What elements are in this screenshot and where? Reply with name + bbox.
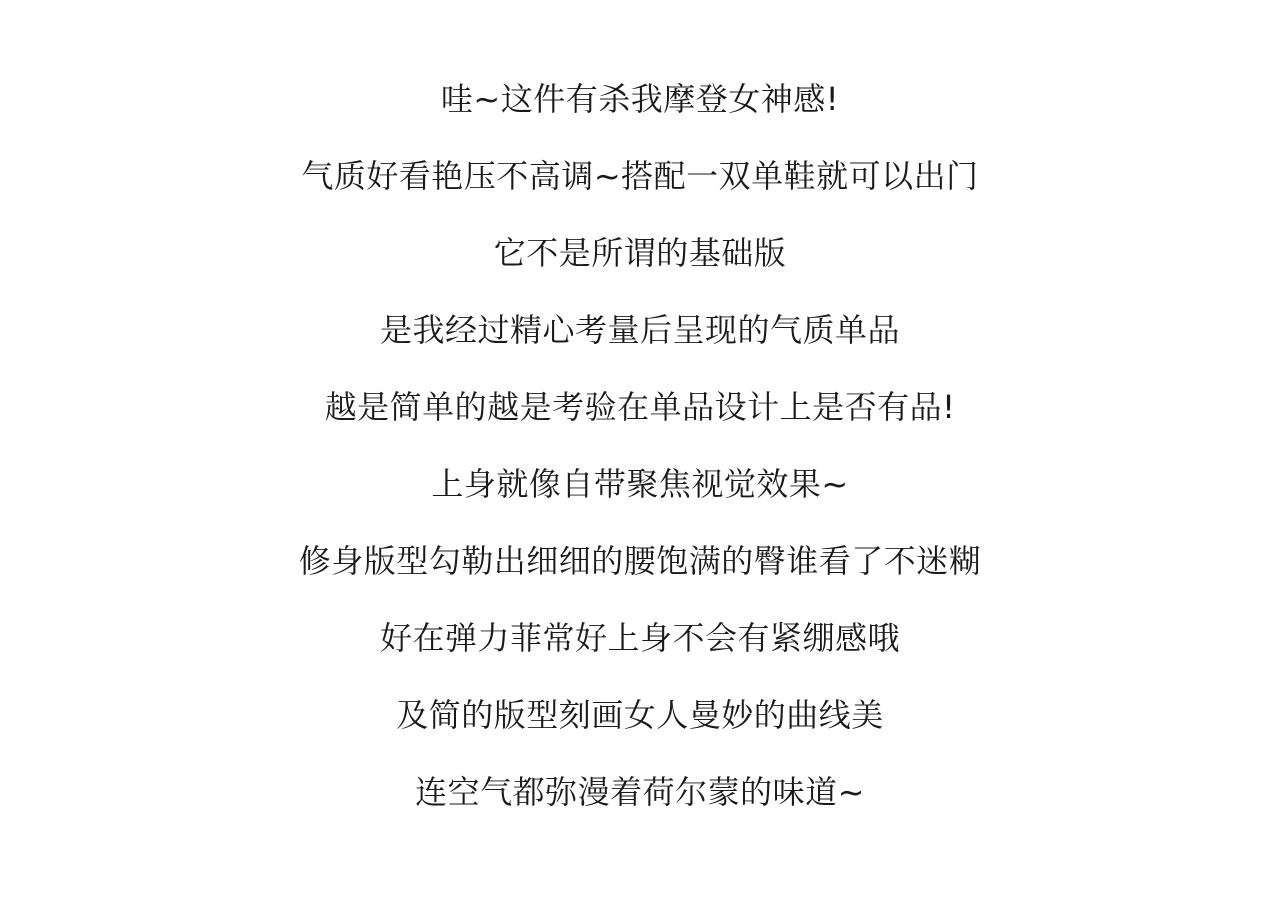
description-line: 连空气都弥漫着荷尔蒙的味道~	[415, 773, 865, 811]
description-line: 哇~这件有杀我摩登女神感!	[440, 80, 840, 118]
description-line: 是我经过精心考量后呈现的气质单品	[379, 311, 900, 349]
description-line: 它不是所谓的基础版	[493, 234, 787, 272]
description-line: 越是简单的越是考验在单品设计上是否有品!	[324, 388, 956, 426]
description-line: 上身就像自带聚焦视觉效果~	[431, 465, 849, 503]
product-description	[0, 76, 1280, 846]
description-line: 好在弹力菲常好上身不会有紧绷感哦	[379, 619, 900, 657]
description-line: 修身版型勾勒出细细的腰饱满的臀谁看了不迷糊	[298, 542, 982, 580]
description-line: 气质好看艳压不高调~搭配一双单鞋就可以出门	[301, 157, 979, 195]
description-line: 及简的版型刻画女人曼妙的曲线美	[396, 696, 884, 734]
